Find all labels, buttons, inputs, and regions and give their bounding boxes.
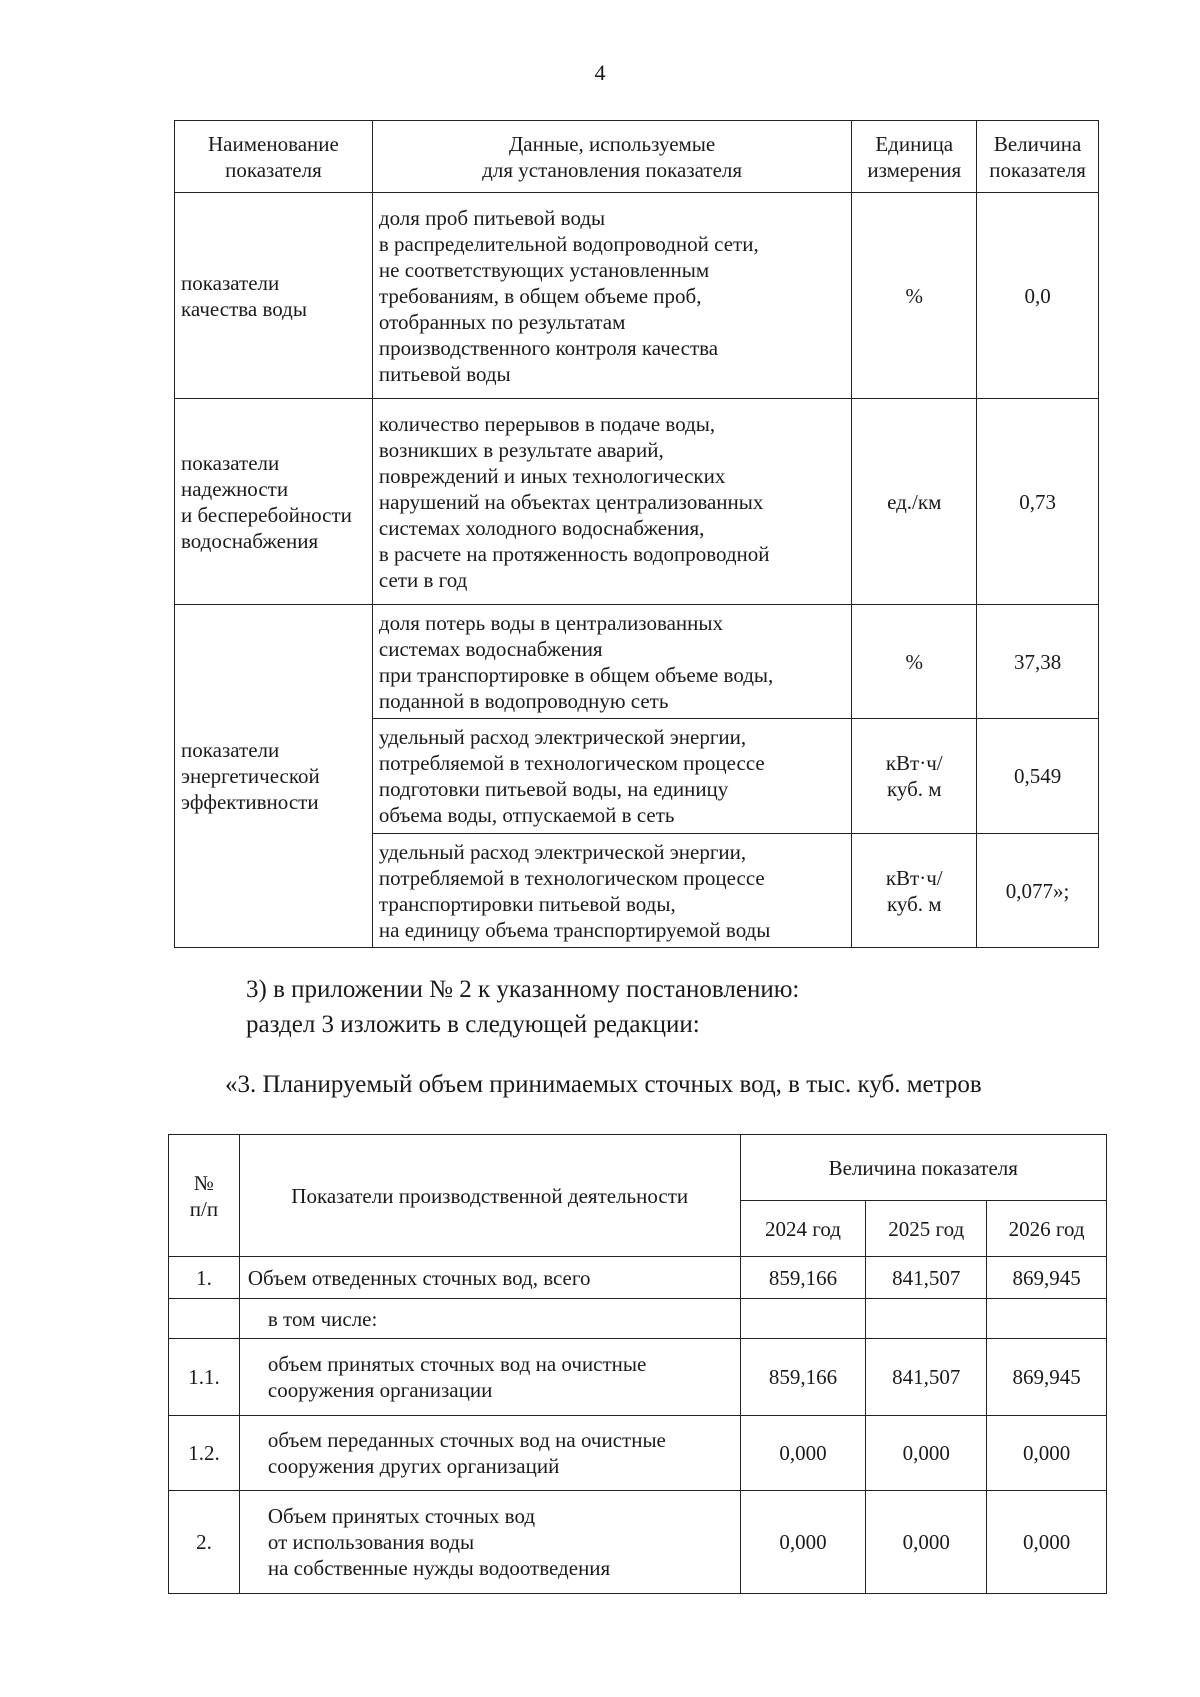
header-value: Величина показателя xyxy=(977,121,1099,193)
row-number: 1.1. xyxy=(169,1339,240,1416)
table-row xyxy=(169,1491,1107,1594)
header-data: Данные, используемые для установления показателя xyxy=(372,121,851,193)
header-value-group: Величина показателя xyxy=(740,1135,1106,1201)
table-row xyxy=(175,193,1099,399)
header-name: Наименование показателя xyxy=(175,121,373,193)
value-cell: 869,945 xyxy=(987,1339,1107,1416)
indicator-description: доля проб питьевой воды в распределительной водопроводной сети, не соответствующих установленным требованиям, в общем объеме проб, отобранных по результатам производственного контроля качества питьевой воды xyxy=(372,193,851,399)
indicator-unit: кВт·ч/ куб. м xyxy=(852,834,977,948)
value-cell: 841,507 xyxy=(866,1257,987,1299)
header-year: 2026 год xyxy=(987,1201,1107,1257)
value-cell: 0,000 xyxy=(866,1491,987,1594)
value-cell: 859,166 xyxy=(740,1257,866,1299)
value-cell: 869,945 xyxy=(987,1257,1107,1299)
value-cell: 0,000 xyxy=(987,1491,1107,1594)
value-cell xyxy=(987,1299,1107,1339)
row-indicator: Объем отведенных сточных вод, всего xyxy=(239,1257,740,1299)
table-row xyxy=(169,1299,1107,1339)
value-cell: 0,000 xyxy=(987,1416,1107,1491)
page-number: 4 xyxy=(594,60,606,85)
indicator-description: доля потерь воды в централизованных системах водоснабжения при транспортировке в общем объеме воды, поданной в водопроводную сеть xyxy=(372,605,851,719)
table-header-row xyxy=(169,1135,1107,1201)
indicator-value: 37,38 xyxy=(977,605,1099,719)
indicator-description: количество перерывов в подаче воды, возникших в результате аварий, повреждений и иных технологических нарушений на объектах централизованных системах холодного водоснабжения, в расчете на протяженность водопроводной сети в год xyxy=(372,399,851,605)
table-row xyxy=(169,1257,1107,1299)
indicator-unit: % xyxy=(852,193,977,399)
indicator-description: удельный расход электрической энергии, потребляемой в технологическом процессе транспортировки питьевой воды, на единицу объема транспортируемой воды xyxy=(372,834,851,948)
indicator-name: показатели энергетической эффективности xyxy=(175,605,373,948)
value-cell xyxy=(740,1299,866,1339)
value-cell: 0,000 xyxy=(866,1416,987,1491)
value-cell: 841,507 xyxy=(866,1339,987,1416)
indicator-name: показатели надежности и бесперебойности водоснабжения xyxy=(175,399,373,605)
indicators-table xyxy=(174,120,1099,948)
indicator-unit: кВт·ч/ куб. м xyxy=(852,719,977,834)
indicator-value: 0,0 xyxy=(977,193,1099,399)
header-indicator: Показатели производственной деятельности xyxy=(239,1135,740,1257)
indicator-value: 0,73 xyxy=(977,399,1099,605)
indicator-unit: % xyxy=(852,605,977,719)
header-num: № п/п xyxy=(169,1135,240,1257)
header-year: 2024 год xyxy=(740,1201,866,1257)
indicator-unit: ед./км xyxy=(852,399,977,605)
indicator-name: показатели качества воды xyxy=(175,193,373,399)
paragraph-section: раздел 3 изложить в следующей редакции: xyxy=(246,1011,700,1038)
indicator-value: 0,077»; xyxy=(977,834,1099,948)
indicator-description: удельный расход электрической энергии, потребляемой в технологическом процессе подготовки питьевой воды, на единицу объема воды, отпускаемой в сеть xyxy=(372,719,851,834)
header-year: 2025 год xyxy=(866,1201,987,1257)
wastewater-volume-table xyxy=(168,1134,1107,1594)
value-cell: 859,166 xyxy=(740,1339,866,1416)
paragraph-amendment: 3) в приложении № 2 к указанному постановлению: xyxy=(246,976,800,1003)
table-row xyxy=(175,605,1099,719)
row-number: 1. xyxy=(169,1257,240,1299)
header-unit: Единица измерения xyxy=(852,121,977,193)
value-cell: 0,000 xyxy=(740,1491,866,1594)
row-number: 1.2. xyxy=(169,1416,240,1491)
row-number xyxy=(169,1299,240,1339)
row-indicator: в том числе: xyxy=(239,1299,740,1339)
section-title: «3. Планируемый объем принимаемых сточных вод, в тыс. куб. метров xyxy=(225,1071,982,1098)
indicator-value: 0,549 xyxy=(977,719,1099,834)
value-cell xyxy=(866,1299,987,1339)
table-row xyxy=(175,399,1099,605)
row-indicator: объем принятых сточных вод на очистные сооружения организации xyxy=(239,1339,740,1416)
row-number: 2. xyxy=(169,1491,240,1594)
row-indicator: Объем принятых сточных вод от использования воды на собственные нужды водоотведения xyxy=(239,1491,740,1594)
table-header-row xyxy=(175,121,1099,193)
table-row xyxy=(169,1339,1107,1416)
value-cell: 0,000 xyxy=(740,1416,866,1491)
table-row xyxy=(169,1416,1107,1491)
row-indicator: объем переданных сточных вод на очистные сооружения других организаций xyxy=(239,1416,740,1491)
